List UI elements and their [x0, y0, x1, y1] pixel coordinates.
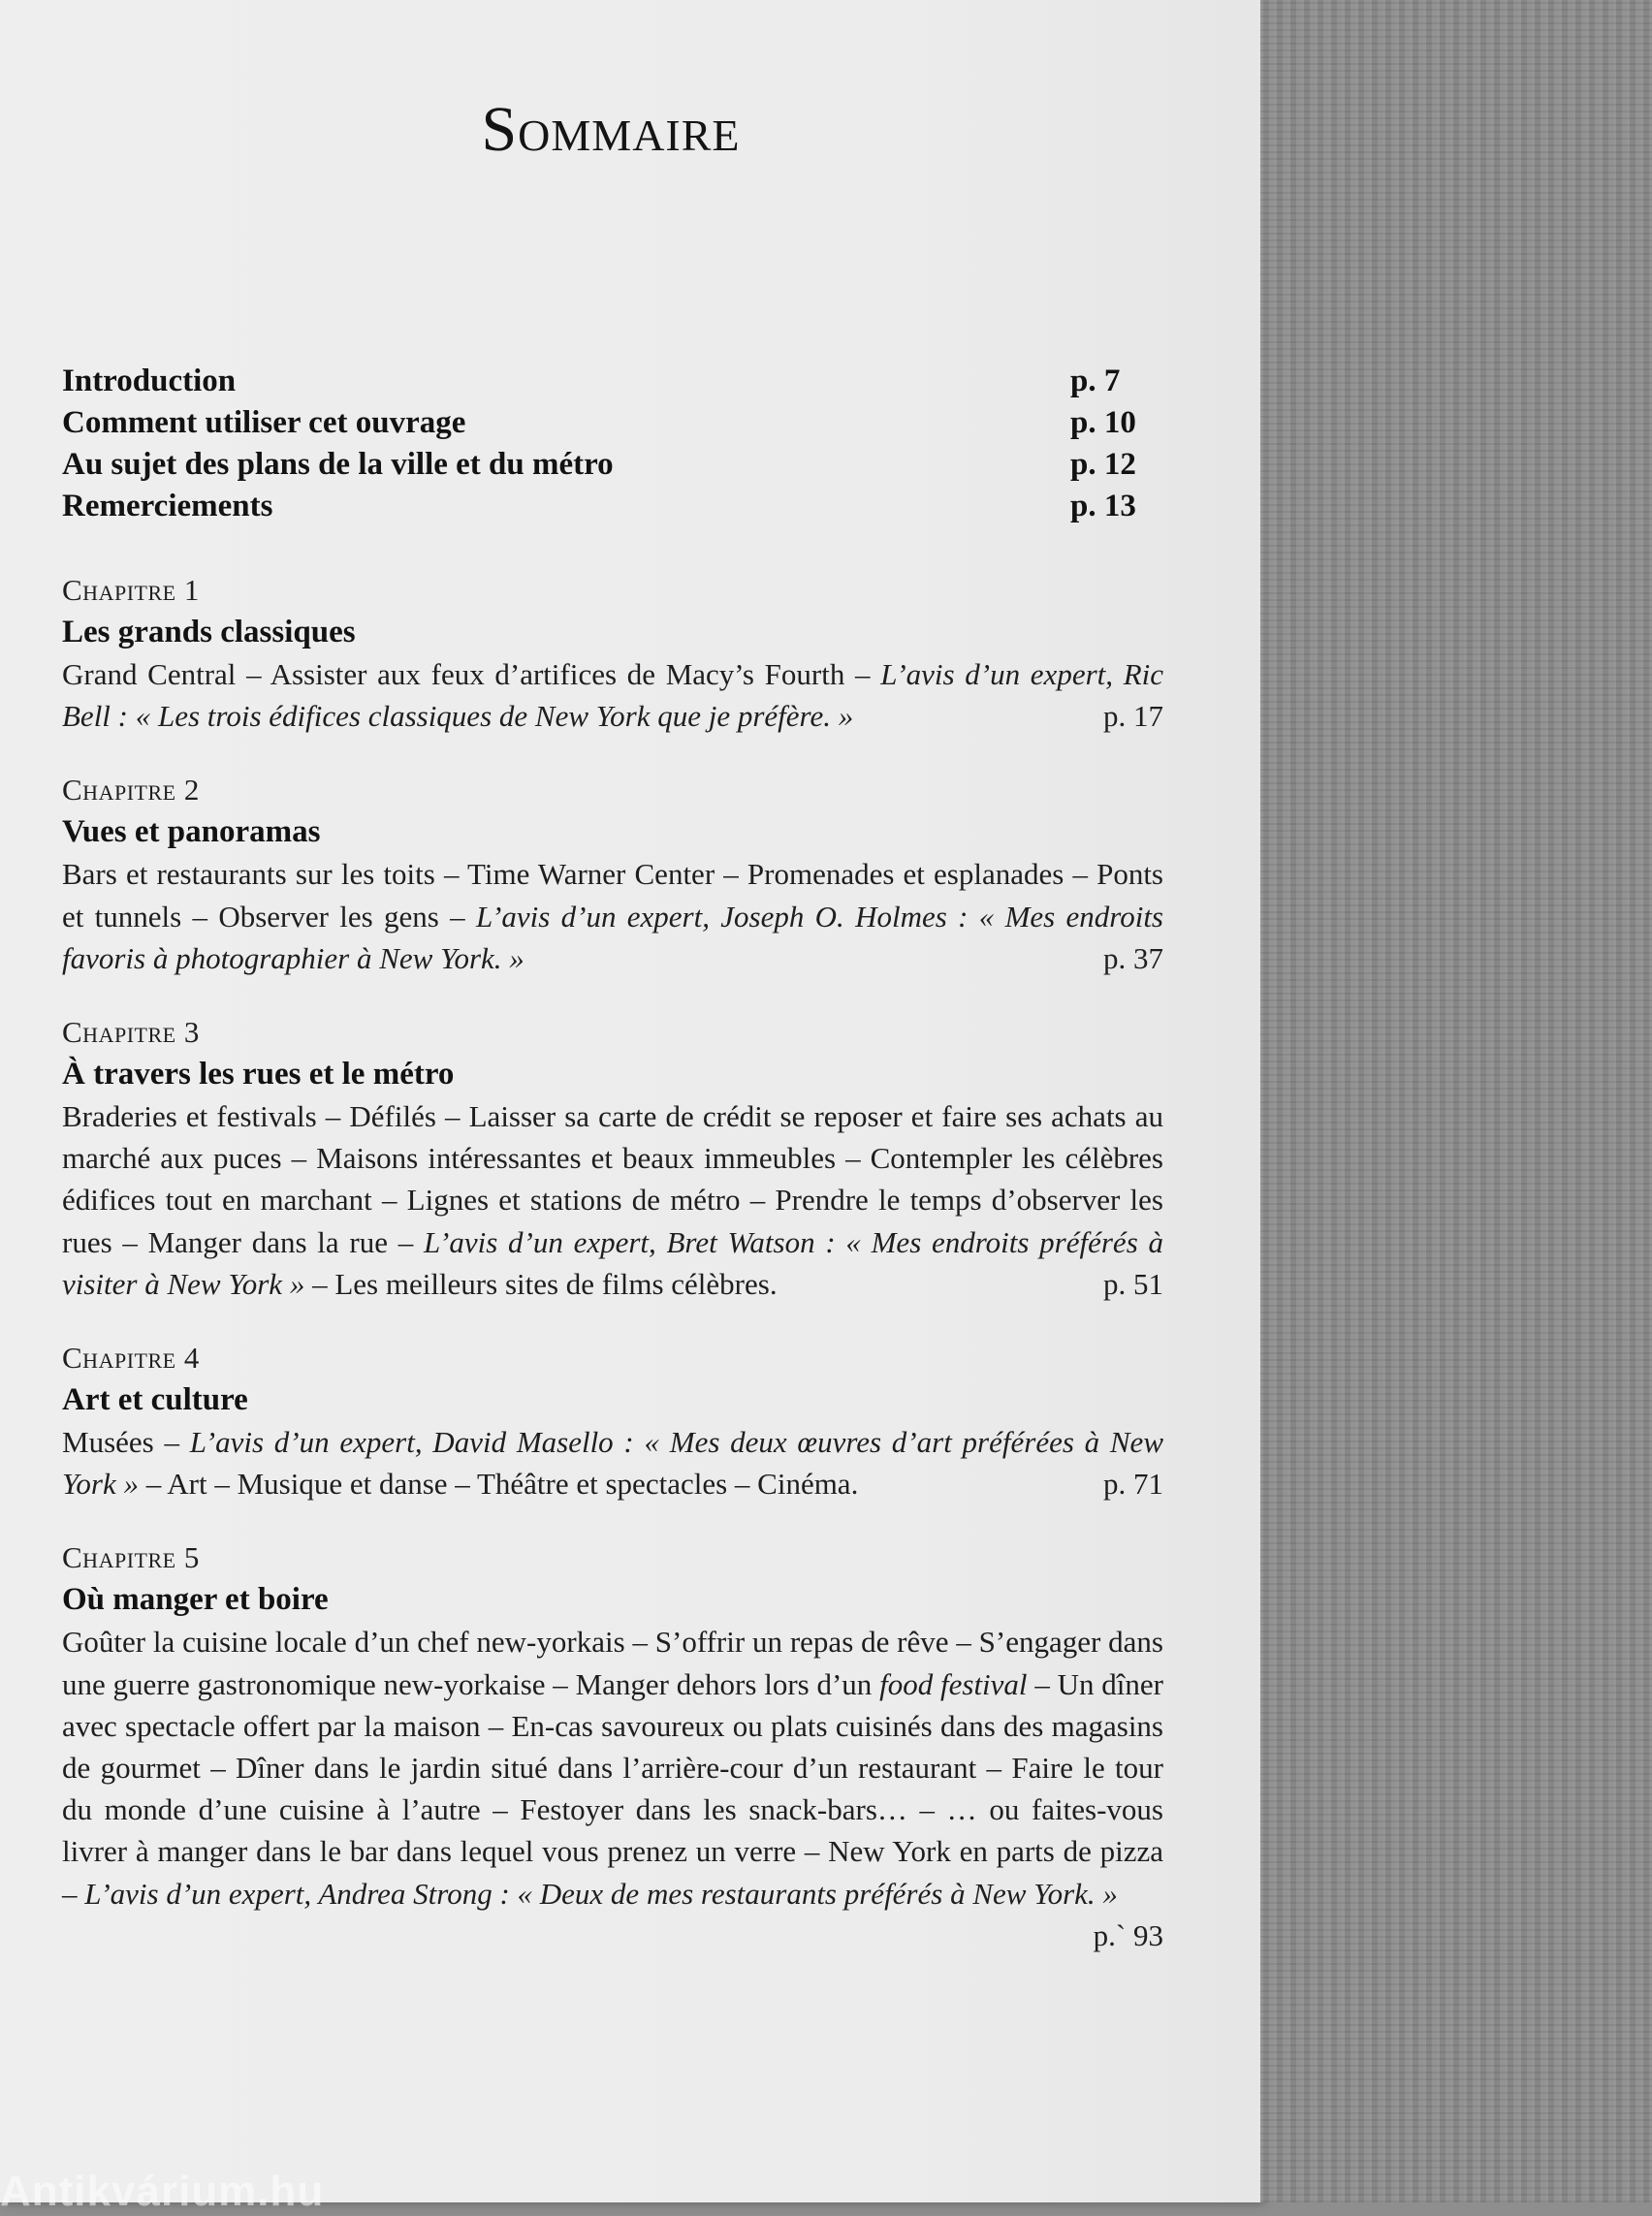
chapter-title: À travers les rues et le métro — [62, 1057, 455, 1092]
chapter-page: p. 37 — [1103, 940, 1163, 975]
chapter-page: p. 71 — [1103, 1467, 1163, 1502]
chapter-summary-segment: L’avis d’un expert, David Masello : « Mes deux œuvres d’art préférées à New York » — [62, 1425, 1163, 1502]
chapter-summary-segment: Grand Central – Assister aux feux d’artifices de Macy’s Fourth – — [62, 657, 881, 691]
chapter-summary-segment: food festival — [879, 1666, 1028, 1701]
chapter-summary — [62, 1095, 1163, 1305]
chapter-label: Chapitre 3 — [62, 1015, 200, 1050]
chapter-entry — [62, 1338, 1163, 1504]
page-title: Sommaire — [481, 94, 741, 165]
toc-row-label: Introduction — [62, 364, 237, 398]
chapter-entry — [62, 570, 1163, 737]
chapter-title: Où manger et boire — [62, 1582, 329, 1618]
chapter-summary-segment: L’avis d’un expert, Joseph O. Holmes : « Mes endroits favoris à photographier à New York. » — [62, 899, 1163, 975]
toc-row-label: Remerciements — [62, 489, 273, 523]
chapter-label: Chapitre 1 — [62, 573, 200, 607]
chapter-summary-segment: Goûter la cuisine locale d’un chef new-yorkais – S’offrir un repas de rêve – S’engager dans une guerre gastronomique new-yorkaise – Manger dehors lors d’un — [62, 1625, 1163, 1701]
chapter-title: Art et culture — [62, 1382, 248, 1418]
front-matter-list — [62, 361, 1160, 527]
chapter-summary — [62, 653, 1163, 737]
toc-row-label: Au sujet des plans de la ville et du métro — [62, 447, 614, 482]
toc-row-page: p. 7 — [1070, 364, 1121, 398]
chapter-summary-segment: L’avis d’un expert, Ric Bell : « Les trois édifices classiques de New York que je préfère. » — [62, 657, 1164, 734]
toc-row-label: Comment utiliser cet ouvrage — [62, 405, 466, 440]
toc-row — [62, 361, 1160, 402]
chapter-label: Chapitre 2 — [62, 773, 200, 807]
toc-row-page: p. 12 — [1070, 447, 1136, 482]
toc-row — [62, 486, 1160, 527]
toc-row — [62, 444, 1160, 486]
chapter-summary-segment: Musées – — [62, 1425, 190, 1460]
chapter-summary-segment: – Art – Musique et danse – Théâtre et spectacles – Cinéma. — [138, 1467, 859, 1502]
chapter-entry — [62, 770, 1163, 979]
chapter-summary-segment: Bars et restaurants sur les toits – Time Warner Center – Promenades et esplanades – Ponts et tunnels – Observer les gens – — [62, 857, 1163, 934]
chapter-summary — [62, 1621, 1163, 1952]
chapter-entry — [62, 1537, 1163, 1952]
chapter-list — [62, 570, 1163, 1956]
toc-row-page: p. 10 — [1070, 405, 1136, 440]
chapter-label: Chapitre 4 — [62, 1341, 200, 1376]
chapter-summary-segment: – Un dîner avec spectacle offert par la maison – En-cas savoureux ou plats cuisinés dans des magasins de gourmet – Dîner dans le jardin situé dans l’arrière-cour d’un restaurant – Faire le tour du monde d’une cuisine à l’autre – Festoyer dans les snack-bars… – … ou faites-vous livrer à manger dans le bar dans lequel vous prenez un verre – New York en parts de pizza – — [62, 1666, 1163, 1911]
chapter-summary-segment: L’avis d’un expert, Andrea Strong : « Deux de mes restaurants préférés à New York. » — [84, 1876, 1118, 1911]
chapter-title: Vues et panoramas — [62, 814, 321, 850]
watermark: Antikvárium.hu — [0, 2168, 325, 2215]
chapter-entry — [62, 1012, 1163, 1305]
toc-row — [62, 402, 1160, 444]
chapter-summary-segment: Braderies et festivals – Défilés – Laisser sa carte de crédit se reposer et faire ses achats au marché aux puces – Maisons intéressantes et beaux immeubles – Contempler les célèbres édifices tout en marchant – Lignes et stations de métro – Prendre le temps d’observer les rues – Manger dans la rue – — [62, 1099, 1163, 1259]
chapter-title: Les grands classiques — [62, 615, 356, 649]
chapter-page: p. 51 — [1103, 1266, 1163, 1301]
chapter-page: p.` 93 — [1093, 1917, 1163, 1952]
background-surface — [1260, 0, 1652, 2202]
chapter-summary — [62, 1421, 1163, 1504]
chapter-summary-segment: – Les meilleurs sites de films célèbres. — [304, 1266, 778, 1301]
chapter-label: Chapitre 5 — [62, 1540, 200, 1575]
toc-row-page: p. 13 — [1070, 489, 1136, 523]
chapter-summary-segment: L’avis d’un expert, Bret Watson : « Mes endroits préférés à visiter à New York » — [62, 1224, 1163, 1301]
chapter-page: p. 17 — [1103, 699, 1163, 734]
chapter-summary — [62, 853, 1163, 979]
